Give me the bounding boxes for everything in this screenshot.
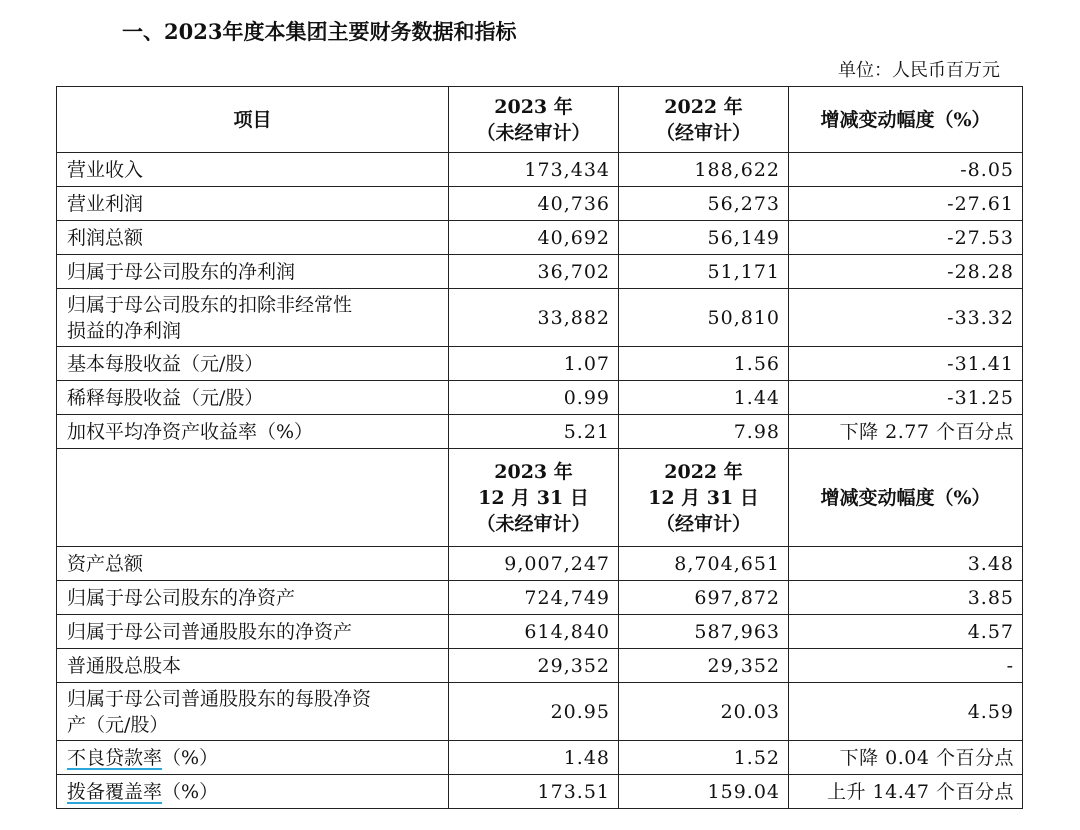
table-row — [57, 683, 1023, 741]
row-label-line2: 产（元/股） — [67, 713, 169, 736]
row-label: 归属于母公司股东的净资产 — [57, 581, 449, 615]
value-2023: 20.95 — [449, 683, 619, 741]
value-change: -31.25 — [789, 381, 1023, 415]
value-2023: 1.48 — [449, 741, 619, 775]
row-label: 归属于母公司普通股股东的净资产 — [57, 615, 449, 649]
table-row — [57, 775, 1023, 809]
value-2023: 9,007,247 — [449, 547, 619, 581]
row-label-line1: 归属于母公司股东的扣除非经常性 — [67, 293, 353, 316]
value-2023: 1.07 — [449, 347, 619, 381]
table-row — [57, 221, 1023, 255]
row-label: 营业利润 — [57, 187, 449, 221]
value-change: 4.59 — [789, 683, 1023, 741]
header-2023-year: 2023 年 — [494, 95, 573, 118]
row-label: 基本每股收益（元/股） — [57, 347, 449, 381]
row-label-line1: 归属于母公司普通股股东的每股净资 — [67, 687, 372, 710]
value-2022: 697,872 — [619, 581, 789, 615]
value-change: 上升 14.47 个百分点 — [789, 775, 1023, 809]
value-2022: 29,352 — [619, 649, 789, 683]
value-2023: 29,352 — [449, 649, 619, 683]
value-change: 下降 2.77 个百分点 — [789, 415, 1023, 449]
value-change: 3.85 — [789, 581, 1023, 615]
value-2023: 40,692 — [449, 221, 619, 255]
header-item-empty — [57, 449, 449, 547]
value-2023: 0.99 — [449, 381, 619, 415]
table-header-row — [57, 449, 1023, 547]
row-label: 普通股总股本 — [57, 649, 449, 683]
value-2022: 1.56 — [619, 347, 789, 381]
header-2022-year: 2022 年 — [664, 460, 743, 483]
value-2023: 33,882 — [449, 289, 619, 347]
value-change: 下降 0.04 个百分点 — [789, 741, 1023, 775]
row-label — [57, 775, 449, 809]
value-2022: 56,149 — [619, 221, 789, 255]
value-2023: 724,749 — [449, 581, 619, 615]
header-2022-audit: （经审计） — [655, 512, 751, 535]
table-row — [57, 289, 1023, 347]
header-2023-audit: （未经审计） — [476, 512, 591, 535]
value-2022: 8,704,651 — [619, 547, 789, 581]
value-change: 4.57 — [789, 615, 1023, 649]
table-row — [57, 381, 1023, 415]
value-2023: 173,434 — [449, 153, 619, 187]
section-title: 一、2023年度本集团主要财务数据和指标 — [122, 19, 517, 44]
header-2022 — [619, 87, 789, 153]
value-2022: 7.98 — [619, 415, 789, 449]
header-2022-audit: （经审计） — [655, 121, 751, 144]
value-2022: 56,273 — [619, 187, 789, 221]
value-2022: 587,963 — [619, 615, 789, 649]
row-label: 稀释每股收益（元/股） — [57, 381, 449, 415]
value-2022: 1.44 — [619, 381, 789, 415]
row-label-suffix: （%） — [162, 780, 219, 803]
value-change: - — [789, 649, 1023, 683]
header-change: 增减变动幅度（%） — [789, 449, 1023, 547]
value-2023: 5.21 — [449, 415, 619, 449]
value-change: -27.53 — [789, 221, 1023, 255]
row-label: 利润总额 — [57, 221, 449, 255]
table-row — [57, 255, 1023, 289]
row-label: 加权平均净资产收益率（%） — [57, 415, 449, 449]
value-2023: 173.51 — [449, 775, 619, 809]
row-label — [57, 289, 449, 347]
header-change: 增减变动幅度（%） — [789, 87, 1023, 153]
table-row — [57, 347, 1023, 381]
row-label — [57, 683, 449, 741]
table-row — [57, 649, 1023, 683]
header-2023-date: 12 月 31 日 — [478, 486, 589, 509]
value-2023: 40,736 — [449, 187, 619, 221]
table-row — [57, 581, 1023, 615]
row-label: 营业收入 — [57, 153, 449, 187]
value-2022: 159.04 — [619, 775, 789, 809]
value-2022: 51,171 — [619, 255, 789, 289]
financial-data-table — [56, 86, 1023, 809]
table-row — [57, 547, 1023, 581]
header-2023 — [449, 87, 619, 153]
value-2022: 188,622 — [619, 153, 789, 187]
row-label-linked[interactable]: 不良贷款率 — [67, 746, 163, 769]
value-2023: 36,702 — [449, 255, 619, 289]
value-2022: 50,810 — [619, 289, 789, 347]
header-2022-year: 2022 年 — [664, 95, 743, 118]
value-change: -8.05 — [789, 153, 1023, 187]
header-item: 项目 — [57, 87, 449, 153]
value-change: -28.28 — [789, 255, 1023, 289]
table-header-row — [57, 87, 1023, 153]
table-row — [57, 153, 1023, 187]
value-2022: 20.03 — [619, 683, 789, 741]
value-change: -33.32 — [789, 289, 1023, 347]
value-2022: 1.52 — [619, 741, 789, 775]
row-label-line2: 损益的净利润 — [67, 319, 182, 342]
table-row — [57, 187, 1023, 221]
value-2023: 614,840 — [449, 615, 619, 649]
table-row — [57, 741, 1023, 775]
header-2023-audit: （未经审计） — [476, 121, 591, 144]
value-change: -27.61 — [789, 187, 1023, 221]
table-row — [57, 415, 1023, 449]
unit-note: 单位：人民币百万元 — [838, 60, 1000, 81]
header-2023-end — [449, 449, 619, 547]
value-change: -31.41 — [789, 347, 1023, 381]
row-label: 资产总额 — [57, 547, 449, 581]
row-label-linked[interactable]: 拨备覆盖率 — [67, 780, 163, 803]
header-2022-end — [619, 449, 789, 547]
row-label: 归属于母公司股东的净利润 — [57, 255, 449, 289]
header-2022-date: 12 月 31 日 — [648, 486, 759, 509]
header-2023-year: 2023 年 — [494, 460, 573, 483]
table-row — [57, 615, 1023, 649]
row-label — [57, 741, 449, 775]
value-change: 3.48 — [789, 547, 1023, 581]
row-label-suffix: （%） — [162, 746, 219, 769]
